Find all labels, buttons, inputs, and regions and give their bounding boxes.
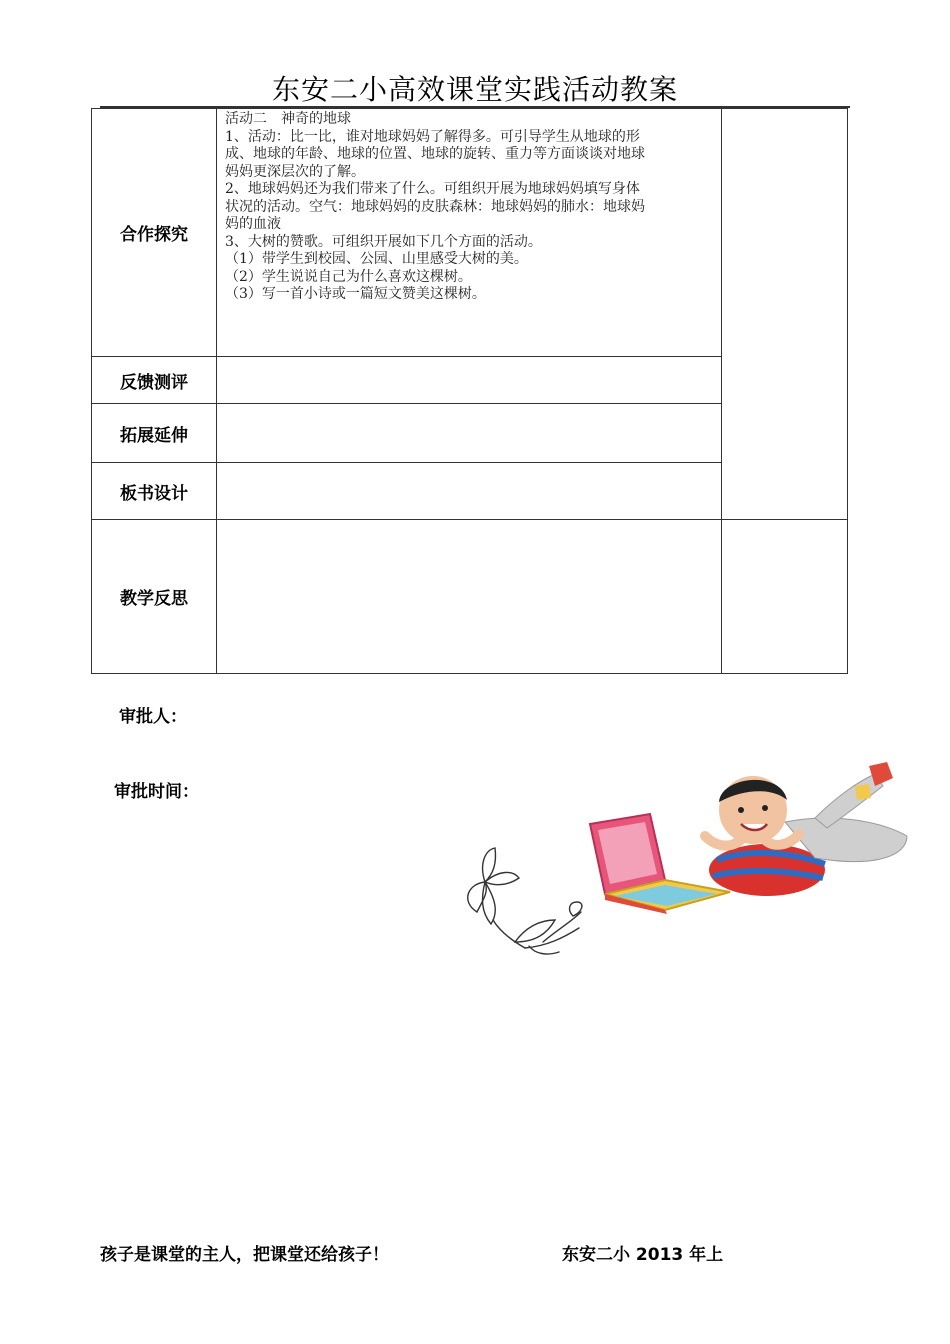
content-line: 活动二 神奇的地球 (225, 111, 351, 127)
content-line: 2、地球妈妈还为我们带来了什么。可组织开展为地球妈妈填写身体 (225, 181, 640, 197)
approver-label: 审批人： (119, 707, 187, 727)
feedback-cell (217, 357, 722, 404)
reflection-notes-cell (722, 520, 848, 674)
row-label-feedback: 反馈测评 (92, 357, 217, 404)
side-notes-cell (722, 109, 848, 520)
content-line: （2）学生说说自己为什么喜欢这棵树。 (225, 268, 472, 285)
row-label-reflection: 教学反思 (92, 520, 217, 674)
extension-cell (217, 404, 722, 463)
approval-time-label: 审批时间： (114, 782, 199, 802)
boy-with-laptop-illustration (455, 752, 915, 962)
board-design-cell (217, 463, 722, 520)
footer-school-term: 东安二小 2013 年上 (562, 1245, 724, 1265)
activity-content (217, 109, 722, 357)
content-line: 3、大树的赞歌。可组织开展如下几个方面的活动。 (225, 233, 542, 250)
content-line: （1）带学生到校园、公园、山里感受大树的美。 (225, 251, 528, 267)
reflection-cell (217, 520, 722, 674)
content-line: 1、活动：比一比，谁对地球妈妈了解得多。可引导学生从地球的形 (225, 128, 640, 145)
content-line: 状况的活动。空气：地球妈妈的皮肤森林：地球妈妈的肺水：地球妈 (225, 198, 645, 215)
lesson-plan-table (91, 108, 848, 674)
table-row (92, 109, 848, 357)
row-label-board-design: 板书设计 (92, 463, 217, 520)
content-line: 妈妈更深层次的了解。 (225, 163, 365, 180)
row-label-cooperative-inquiry: 合作探究 (92, 109, 217, 357)
toy-laptop-icon (590, 814, 730, 914)
table-row (92, 520, 848, 674)
content-line: （3）写一首小诗或一篇短文赞美这棵树。 (225, 286, 486, 302)
boy-icon (705, 762, 907, 896)
page-title: 东安二小高效课堂实践活动教案 (271, 73, 678, 106)
flower-sketch-icon (468, 848, 582, 954)
content-line: 妈的血液 (225, 216, 281, 232)
content-line: 成、地球的年龄、地球的位置、地球的旋转、重力等方面谈谈对地球 (225, 146, 645, 162)
footer-slogan: 孩子是课堂的主人，把课堂还给孩子！ (100, 1245, 389, 1265)
row-label-extension: 拓展延伸 (92, 404, 217, 463)
